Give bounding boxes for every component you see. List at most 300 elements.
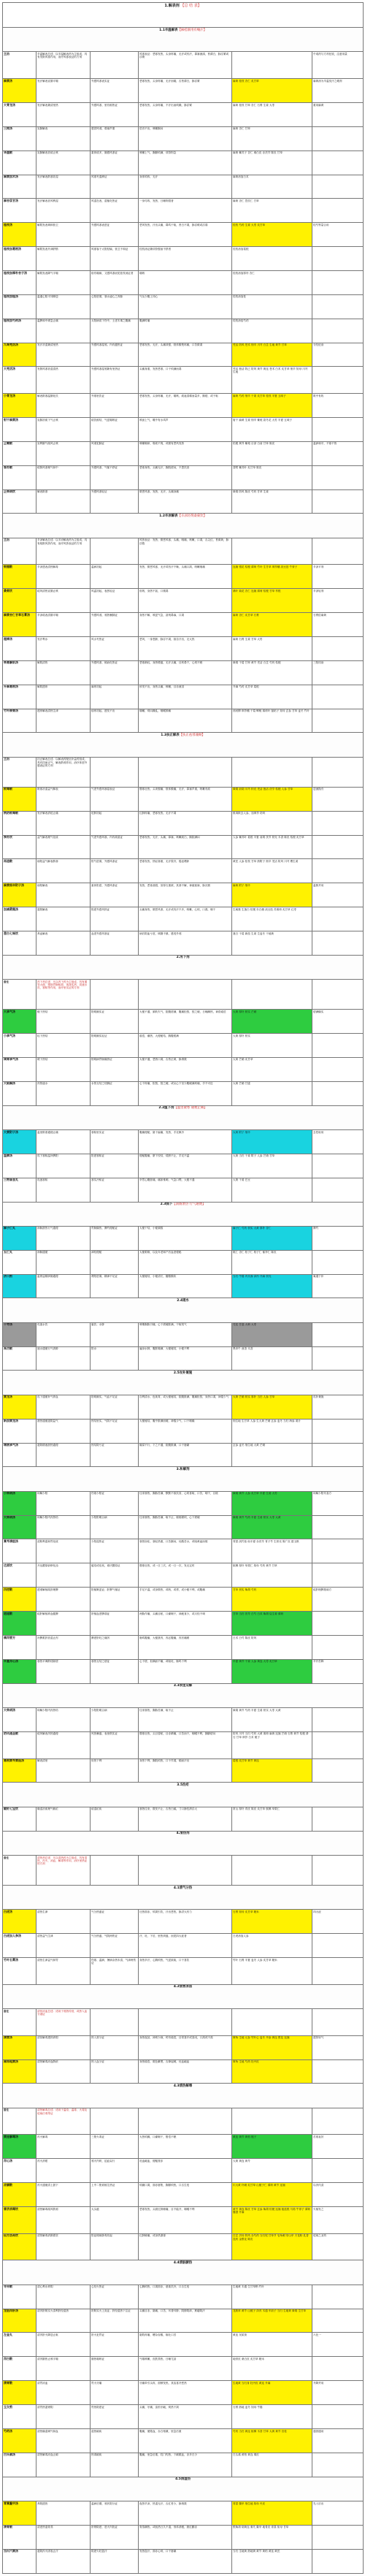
symptom-cell: 身体烦疼，无汗	[139, 175, 232, 199]
indication-cell: 感冒风邪，鼻塞声重	[91, 126, 139, 150]
remark-cell	[312, 1539, 364, 1563]
symptom-cell	[139, 1855, 232, 1885]
indication-cell: 热入血分证	[91, 2059, 139, 2084]
symptom-cell: 身热谵语，斑色紫黑，舌绛起刺，吐血衄血	[139, 2059, 232, 2084]
formula-name-cell: 大青龙汤	[3, 102, 36, 126]
symptom-cell: 病后阴血亏虚，调摄不慎，感受外邪	[139, 931, 232, 955]
formula-row	[3, 1563, 364, 1588]
formula-name-cell: 麻黄细辛附子汤	[3, 883, 36, 907]
indication-cell: 伤寒、温病、暑病余热未清，气津两伤证	[91, 1957, 139, 1984]
ingredients-cell: 青蒿 鳖甲 细生地 知母 丹皮	[232, 2501, 312, 2525]
formula-row	[3, 907, 364, 931]
formula-row	[3, 589, 364, 613]
formula-row	[3, 709, 364, 733]
function-cell: 燥湿祛痰理气截疟	[36, 1807, 91, 1831]
note-row	[3, 2009, 364, 2036]
ingredients-cell: 西河柳 荆芥穗 干葛 蝉蜕 薄荷叶 鼠粘子 知母 玄参 甘草 麦冬 竹叶	[232, 709, 312, 733]
formula-name-cell: 备注	[3, 980, 36, 1010]
formula-name-cell: 备注	[3, 1855, 36, 1885]
indication-cell: 风湿在表，湿郁化热证	[91, 199, 139, 223]
formula-name-cell: 大承气汤	[3, 1010, 36, 1034]
function-cell: 解肌发表升津舒筋	[36, 247, 91, 271]
formula-name-cell: 主治	[3, 52, 36, 79]
remark-cell	[312, 907, 364, 931]
ingredients-cell: 大黄 当归 干姜 附子 人参 芒硝 甘草	[232, 1154, 312, 1178]
formula-name-cell: 升麻葛根汤	[3, 685, 36, 709]
symptom-cell: 腹满时痛	[139, 319, 232, 343]
remark-cell	[312, 2525, 364, 2549]
formula-name-cell: 黄龙汤	[3, 1395, 36, 1419]
remark-cell	[312, 980, 364, 1010]
section-heading-row	[3, 733, 364, 757]
indication-cell: 肝胆实火上炎证；肝经湿热下注证	[91, 2309, 139, 2333]
formula-name-cell: 逍遥散	[3, 1612, 36, 1636]
remark-cell: 疮疡之圣药	[312, 2233, 364, 2260]
section-heading-tag: 【辛凉轻剂桑菊饮】	[177, 514, 207, 518]
indication-cell: 外感风寒表实证	[91, 79, 139, 103]
formula-name-cell: 桂枝加桂汤	[3, 294, 36, 319]
function-cell: 清热益气生津	[36, 1934, 91, 1958]
symptom-cell: 咳嗽咽痒，咯痰不爽，或微有恶风发热	[139, 441, 232, 465]
remark-cell	[312, 811, 364, 835]
formula-row	[3, 2549, 364, 2573]
remark-cell: 散中有收	[312, 394, 364, 418]
ingredients-cell: 黑牵牛 茴香 木香	[232, 1346, 312, 1371]
formula-name-cell: 葱白七味饮	[3, 931, 36, 955]
indication-cell	[91, 2009, 139, 2036]
formula-row	[3, 489, 364, 514]
symptom-cell: 大便不通，频转矢气，脘腹痞满，腹痛拒按，按之硬，日晡潮热，神昏谵语	[139, 1010, 232, 1034]
indication-cell	[91, 52, 139, 79]
formula-name-cell: 备注	[3, 2108, 36, 2135]
symptom-cell: 恶寒发热，头身疼痛，无汗而喘，舌苔薄白，脉浮紧	[139, 79, 232, 103]
symptom-cell: 憎寒壮热，或一日三次，或一日一次，发无定时	[139, 1563, 232, 1588]
symptom-cell: 往来寒热，胸胁苦满，默默不欲饮食，心烦喜呕，口苦，咽干，目眩	[139, 1491, 232, 1515]
indication-cell: 大头瘟	[91, 2207, 139, 2234]
indication-cell	[91, 757, 139, 787]
formula-row	[3, 1395, 364, 1419]
indication-cell: 气虚外感风寒湿表证	[91, 787, 139, 811]
function-cell: 清泻肝胆实火清利肝经湿热	[36, 2309, 91, 2333]
remark-cell	[312, 2357, 364, 2381]
symptom-cell: 头痛身热，微恶风寒，无汗或有汗不多，咳嗽，心烦，口渴，咽干	[139, 907, 232, 931]
symptom-cell: 烦躁口渴，面赤唇焦，胸膈烦热，口舌生疮	[139, 2183, 232, 2207]
ingredients-cell: 桂枝汤倍芍药	[232, 319, 312, 343]
formula-name-cell: 麻子仁丸	[3, 1226, 36, 1250]
symptom-cell: 恶寒发热，头面红肿焮痛，目不能开，咽喉不利	[139, 2207, 232, 2234]
remark-cell: 脾约	[312, 1226, 364, 1250]
remark-cell	[312, 1250, 364, 1274]
indication-cell: 外感风寒表虚证	[91, 223, 139, 247]
ingredients-cell: 当归 牛膝 肉苁蓉 泽泻 升麻 枳壳	[232, 1274, 312, 1298]
formula-name-cell: 麻黄杏仁甘草石膏汤	[3, 613, 36, 637]
formula-row	[3, 2059, 364, 2084]
indication-cell: 胃热阴虚证	[91, 2405, 139, 2429]
remark-cell: 寓通于补	[312, 1274, 364, 1298]
ingredients-cell: 麻黄 桂枝 甘草 杏仁 石膏 生姜 大枣	[232, 102, 312, 126]
remark-cell	[312, 685, 364, 709]
ingredients-cell: 升麻 芍药 炙甘草 葛根	[232, 685, 312, 709]
remark-cell	[312, 294, 364, 319]
formula-row	[3, 465, 364, 489]
section-heading-text: 4.3清热解毒	[173, 2084, 193, 2089]
formula-row	[3, 1515, 364, 1539]
formula-row	[3, 637, 364, 661]
symptom-cell: 肠鸣腹痛，大便泄泻，泻必腹痛，泻后痛缓	[139, 1635, 232, 1659]
ingredients-cell: 麻黄 石膏 生姜 甘草 大枣	[232, 637, 312, 661]
formula-row	[3, 1443, 364, 1467]
remark-cell: 去性取用	[312, 1129, 364, 1154]
remark-cell	[312, 2549, 364, 2573]
ingredients-cell: 败毒散去人参，加荆芥 防风	[232, 811, 312, 835]
formula-name-cell: 三物备急丸	[3, 1178, 36, 1202]
formula-name-cell: 仙方活命饮	[3, 2233, 36, 2260]
remark-cell	[312, 1057, 364, 1081]
formula-name-cell: 清胃散	[3, 2381, 36, 2405]
formula-row	[3, 660, 364, 685]
function-cell: 发汗利水	[36, 637, 91, 661]
symptom-cell: 卒然心腹胀痛，痛如锥刺，气急口噤，大便不通	[139, 1178, 232, 1202]
remark-cell	[312, 1758, 364, 1783]
function-cell: 逐水通便行气消肿	[36, 1346, 91, 1371]
symptom-cell: 遍身水肿，腹胀喘满，大便秘结，小便不利	[139, 1346, 232, 1371]
section-heading-row	[3, 1298, 364, 1322]
symptom-cell: 恶寒渐轻，身热增盛，无汗头痛，目疼鼻干，心烦不眠	[139, 660, 232, 685]
indication-cell: 血虚外感风寒证	[91, 931, 139, 955]
formula-row	[3, 1807, 364, 1831]
section-heading-row	[3, 1202, 364, 1226]
remark-cell: 先入后出	[312, 2501, 364, 2525]
indication-cell: 气分热盛，气阴两伤证	[91, 1934, 139, 1958]
remark-cell	[312, 1081, 364, 1105]
remark-cell	[312, 1563, 364, 1588]
formula-name-cell: 增液承气汤	[3, 1443, 36, 1467]
indication-cell: 外寒里饮证	[91, 394, 139, 418]
remark-cell: 痞满燥实	[312, 1010, 364, 1034]
section-heading-text: 1.3扶正解表	[161, 733, 180, 738]
section-heading-text: 4.清热剂	[176, 1832, 190, 1836]
indication-cell: 阳明腑实轻证	[91, 1034, 139, 1058]
indication-cell: 素体痰多，肺感风寒证	[91, 150, 139, 175]
indication-cell: 心阳虚弱，寒水凌心之奔豚	[91, 294, 139, 319]
ingredients-cell	[232, 757, 312, 787]
indication-cell: 热入营分证	[91, 2035, 139, 2059]
section-heading-text: 3.和解剂	[176, 1468, 190, 1471]
section-heading-text: 2.3润下	[160, 1203, 173, 1207]
remark-cell	[312, 1178, 364, 1202]
formula-name-cell: 清骨散	[3, 2525, 36, 2549]
formula-table	[2, 2, 364, 2574]
remark-cell	[312, 1612, 364, 1636]
symptom-cell: 寒热如疟，寒轻热重，口苦膈闷，吐酸苦水，或呕黄涎而黏	[139, 1539, 232, 1563]
ingredients-cell: 羌活 独活 防己 防风 黄芩 黄连 苍术 白术 炙甘草 细辛 知母 川芎 生地	[232, 367, 312, 394]
formula-row	[3, 2357, 364, 2381]
symptom-cell	[139, 2009, 232, 2036]
indication-cell: 寒实冷积证	[91, 1178, 139, 1202]
formula-name-cell: 凉膈散	[3, 2183, 36, 2207]
remark-cell	[312, 757, 364, 787]
remark-cell	[312, 2405, 364, 2429]
function-cell: 清热燥湿调气和血	[36, 2428, 91, 2453]
formula-name-cell: 玉女煎	[3, 2405, 36, 2429]
function-cell: 润肠通便	[36, 1250, 91, 1274]
ingredients-cell: 玄参 麦冬 细生地 大黄 芒硝	[232, 1443, 312, 1467]
function-cell: 和解少阳	[36, 1491, 91, 1515]
formula-row	[3, 1910, 364, 1934]
function-cell: 清热解毒总述：适用于温疫、温毒、火毒及疮疡疔毒等证	[36, 2108, 91, 2135]
function-cell: 寒热平调散结除痞	[36, 1659, 91, 1683]
remark-cell: 三阳同治	[312, 660, 364, 685]
symptom-cell: 恶风，一身悉肿，脉浮不渴，续自汗出，无大热	[139, 637, 232, 661]
formula-name-cell: 半夏泻心汤	[3, 1659, 36, 1683]
formula-row	[3, 417, 364, 441]
formula-row	[3, 270, 364, 294]
indication-cell: 痧疹初起，透发不出	[91, 709, 139, 733]
formula-name-cell: 竹叶柳蒡汤	[3, 709, 36, 733]
formula-name-cell: 葛根黄芩黄连汤	[3, 1758, 36, 1783]
symptom-cell: 身热不解，咳逆气急，甚则鼻扇，口渴	[139, 613, 232, 637]
function-cell: 泻热逐水	[36, 1081, 91, 1105]
section-heading-text: 3.3表里双解	[173, 1684, 193, 1688]
formula-row	[3, 1612, 364, 1636]
ingredients-cell: 麻黄 杏仁 甘草	[232, 126, 312, 150]
remark-cell: 火郁发之	[312, 2207, 364, 2234]
ingredients-cell: 大黄 芒硝 甘遂	[232, 1081, 312, 1105]
ingredients-cell: 生地黄 当归身 牡丹皮 黄连 升麻	[232, 2381, 312, 2405]
remark-cell	[312, 1515, 364, 1539]
ingredients-cell	[232, 2009, 312, 2036]
formula-row	[3, 1178, 364, 1202]
ingredients-cell: 葱白 干葛 新豉 生姜 生麦冬 干地黄	[232, 931, 312, 955]
symptom-cell: 自利清水，色纯青，或大便秘结，脘腹胀满，腹痛拒按，身热口渴，神倦少气	[139, 1395, 232, 1419]
formula-row	[3, 787, 364, 811]
function-cell: 辛凉疏表清肺平喘	[36, 613, 91, 637]
symptom-cell: 大便不通，恶热口渴，舌苔正黄，脉滑数	[139, 1057, 232, 1081]
formula-name-cell: 大陷胸汤	[3, 1081, 36, 1105]
ingredients-cell: 连翘 银花 桔梗 薄荷 竹叶 生甘草 荆芥穗 淡豆豉 牛蒡子	[232, 565, 312, 589]
indication-cell: 外感风寒轻证	[91, 489, 139, 514]
section-heading-row	[3, 1984, 364, 2008]
indication-cell: 邪火内炽，迫血妄行	[91, 2159, 139, 2183]
formula-row	[3, 859, 364, 883]
ingredients-cell: 白术 白芍 陈皮 防风	[232, 1635, 312, 1659]
symptom-cell: 寒热往来，数发不止，舌苔白腻，寸口脉弦滑浮大	[139, 1807, 232, 1831]
section-heading-row	[3, 514, 364, 538]
indication-cell: 胃肠燥热，脾约便秘证	[91, 1226, 139, 1250]
formula-row	[3, 1934, 364, 1958]
symptom-cell: 胁肋疼痛，嘈杂吞酸，呕吐口苦	[139, 2333, 232, 2357]
indication-cell: 宿有喘病，又感风寒而见桂枝汤证者	[91, 270, 139, 294]
ingredients-cell: 麻黄 附子 细辛	[232, 883, 312, 907]
formula-row	[3, 2159, 364, 2183]
function-cell: 清热解毒凉血散瘀	[36, 2059, 91, 2084]
remark-cell: 重用麻黄	[312, 102, 364, 126]
function-cell: 宣肺解表	[36, 126, 91, 150]
formula-row	[3, 126, 364, 150]
section-heading	[3, 2084, 364, 2108]
formula-row	[3, 1491, 364, 1515]
section-heading-text: 1.1辛温解表	[159, 28, 178, 32]
formula-name-cell: 犀角地黄汤	[3, 2059, 36, 2084]
formula-name-cell: 白头翁汤	[3, 2453, 36, 2477]
ingredients-cell: 甘草 当归 茯苓 白芍 白术 柴胡 烧生姜 薄荷	[232, 1612, 312, 1636]
formula-name-cell: 禹功散	[3, 1346, 36, 1371]
document-title-row	[3, 3, 364, 28]
function-cell: 疏风清热宣肺止咳	[36, 589, 91, 613]
remark-cell	[312, 1419, 364, 1443]
remark-cell	[312, 489, 364, 514]
remark-cell	[312, 1807, 364, 1831]
symptom-cell: 腹痛，便脓血，赤白相兼，里急后重	[139, 2428, 232, 2453]
section-heading-text: 2.泻下剂	[176, 956, 190, 960]
section-heading-text: 3.5治疟	[177, 1783, 189, 1787]
indication-cell: 素体阳虚，外感风寒证	[91, 883, 139, 907]
section-heading-row	[3, 955, 364, 979]
symptom-cell: 心胸烦热，口渴面赤，意欲饮冷，口舌生疮	[139, 2285, 232, 2309]
section-heading-row	[3, 1885, 364, 1909]
formula-row	[3, 1539, 364, 1563]
section-heading	[3, 1105, 364, 1129]
indication-cell: 少阳阳明合病	[91, 1707, 139, 1731]
function-cell: 发汗祛湿兼清里热	[36, 343, 91, 367]
formula-name-cell: 清营汤	[3, 2035, 36, 2059]
remark-cell: 六比一	[312, 2333, 364, 2357]
indication-cell: 寒积里实证	[91, 1129, 139, 1154]
formula-name-cell: 正柴胡饮	[3, 489, 36, 514]
ingredients-cell: 白虎汤加人参	[232, 1934, 312, 1958]
ingredients-cell: 生地黄 木通 生甘草梢 竹叶	[232, 2285, 312, 2309]
remark-cell	[312, 1034, 364, 1058]
indication-cell: 外感风寒湿邪，内有蕴热证	[91, 343, 139, 367]
ingredients-cell: 白头翁 黄柏 黄连 秦皮	[232, 2453, 312, 2477]
remark-cell	[312, 1443, 364, 1467]
formula-row	[3, 441, 364, 465]
function-cell: 攻逐寒积	[36, 1178, 91, 1202]
indication-cell: 水热互结之结胸证	[91, 1081, 139, 1105]
function-cell: 辛凉透表清热解毒	[36, 565, 91, 589]
formula-name-cell: 白虎汤	[3, 1910, 36, 1934]
formula-name-cell: 防风通圣散	[3, 1731, 36, 1758]
formula-row	[3, 565, 364, 589]
indication-cell	[91, 538, 139, 565]
formula-name-cell: 桂枝汤	[3, 223, 36, 247]
function-cell: 缓下热结	[36, 1057, 91, 1081]
remark-cell	[312, 2285, 364, 2309]
formula-row	[3, 1010, 364, 1034]
symptom-cell: 骨蒸潮热，或低热日久不退，形体消瘦，唇红颧赤	[139, 2525, 232, 2549]
remark-cell	[312, 2309, 364, 2333]
section-heading	[3, 1885, 364, 1909]
indication-cell: 肝肾阴虚，虚火内扰证	[91, 2525, 139, 2549]
formula-name-cell: 调胃承气汤	[3, 1057, 36, 1081]
remark-cell	[312, 1707, 364, 1731]
indication-cell: 风邪犯肺证	[91, 441, 139, 465]
indication-cell: 心经火热证	[91, 2285, 139, 2309]
function-cell: 清热生津益气和胃	[36, 1957, 91, 1984]
symptom-cell: 手足不温，或身微热，或咳，或悸，或小便不利，或腹痛	[139, 1588, 232, 1612]
function-cell: 攻下通便补气养血	[36, 1395, 91, 1419]
formula-row	[3, 150, 364, 175]
function-cell: 和解少阳内泻热结	[36, 1515, 91, 1539]
formula-name-cell: 左金丸	[3, 2333, 36, 2357]
symptom-cell: 大便艰难，以及年老和产后血虚便秘	[139, 1250, 232, 1274]
ingredients-cell	[232, 2108, 312, 2135]
section-heading-row	[3, 1105, 364, 1129]
remark-cell: 和解少阳代表方	[312, 1491, 364, 1515]
symptom-cell: 恶寒发热，头身疼痛，不汗出而烦躁，脉浮紧	[139, 102, 232, 126]
ingredients-cell: 桔梗 荆芥 紫菀 百部 白前 甘草 陈皮	[232, 441, 312, 465]
function-cell: 发汗解表消疮止痛	[36, 811, 91, 835]
indication-cell: 阳虚寒积证	[91, 1154, 139, 1178]
remark-cell	[312, 199, 364, 223]
remark-cell	[312, 835, 364, 859]
formula-row	[3, 223, 364, 247]
indication-cell: 脾虚肝旺之痛泻	[91, 1635, 139, 1659]
remark-cell	[312, 709, 364, 733]
formula-row	[3, 52, 364, 79]
function-cell: 清胃凉血	[36, 2381, 91, 2405]
function-cell: 滋阴解表	[36, 907, 91, 931]
ingredients-cell: 大黄 厚朴 枳实 芒硝	[232, 1010, 312, 1034]
formula-row	[3, 2525, 364, 2549]
section-heading	[3, 28, 364, 52]
ingredients-cell: 羌活 防风 苍术 细辛 川芎 白芷 生地 黄芩 甘草	[232, 343, 312, 367]
formula-row	[3, 1346, 364, 1371]
formula-name-cell: 芍药汤	[3, 2428, 36, 2453]
formula-name-cell: 参苏饮	[3, 835, 36, 859]
ingredients-cell: 大黄 附子 细辛	[232, 1129, 312, 1154]
indication-cell	[91, 2108, 139, 2135]
formula-name-cell: 泻白散	[3, 2357, 36, 2381]
indication-cell: 胃火牙痛	[91, 2381, 139, 2405]
function-cell: 清胃热滋肾阴	[36, 2405, 91, 2429]
function-cell: 疏肝解郁养血健脾	[36, 1612, 91, 1636]
remark-cell	[312, 1635, 364, 1659]
formula-name-cell: 大黄附子汤	[3, 1129, 36, 1154]
ingredients-cell: 生葳蕤 生葱白 桔梗 东白薇 淡豆豉 苏薄荷 炙甘草 红枣	[232, 907, 312, 931]
ingredients-cell: 槟榔 厚朴 草果仁 知母 芍药 黄芩 甘草	[232, 1563, 312, 1588]
remark-cell: 温润和平，不寒不热	[312, 441, 364, 465]
formula-name-cell: 华盖散	[3, 150, 36, 175]
formula-name-cell: 柴葛解肌汤	[3, 660, 36, 685]
indication-cell: 少阳湿热证	[91, 1539, 139, 1563]
formula-name-cell: 大羌活汤	[3, 367, 36, 394]
formula-row	[3, 79, 364, 103]
remark-cell	[312, 417, 364, 441]
section-heading-tag: 【麻桂联用有峻汗】	[177, 28, 207, 32]
remark-cell	[312, 1731, 364, 1758]
ingredients-cell: 常山 厚朴 青皮 陈皮 炙甘草 槟榔 草果仁	[232, 1807, 312, 1831]
function-cell: 养血解表	[36, 931, 91, 955]
formula-name-cell: 温脾汤	[3, 1154, 36, 1178]
function-cell: 温里散寒通便止痛	[36, 1129, 91, 1154]
function-cell: 解肌发表调和营卫	[36, 223, 91, 247]
indication-cell: 外感风寒湿邪兼有里热证	[91, 367, 139, 394]
document-title-tag: 【总 结 表】	[180, 3, 201, 8]
indication-cell: 风寒客于太阳经输，营卫不和证	[91, 247, 139, 271]
function-cell: 解表散寒	[36, 489, 91, 514]
symptom-cell: 头痛目赤，胁痛，口苦，耳聋耳肿；阴肿阴痒，筋痿阴汗	[139, 2309, 232, 2333]
ingredients-cell: 香附 紫苏叶 炙甘草 陈皮	[232, 465, 312, 489]
symptom-cell: 夜热早凉，热退无汗，舌红苔少，脉细数	[139, 2501, 232, 2525]
ingredients-cell: 甘草 枳实 柴胡 芍药	[232, 1588, 312, 1612]
ingredients-cell: 柴胡 防风 陈皮 芍药 甘草 生姜	[232, 489, 312, 514]
ingredients-cell: 竹叶 石膏 半夏 麦冬 人参 炙甘草 粳米	[232, 1957, 312, 1984]
ingredients-cell: 葛根 炙甘草 黄芩 黄连	[232, 1758, 312, 1783]
formula-name-cell: 小承气汤	[3, 1034, 36, 1058]
function-cell: 滋阴泻火固表止汗	[36, 2549, 91, 2573]
section-heading-text: 4.5清虚热	[175, 2477, 191, 2482]
